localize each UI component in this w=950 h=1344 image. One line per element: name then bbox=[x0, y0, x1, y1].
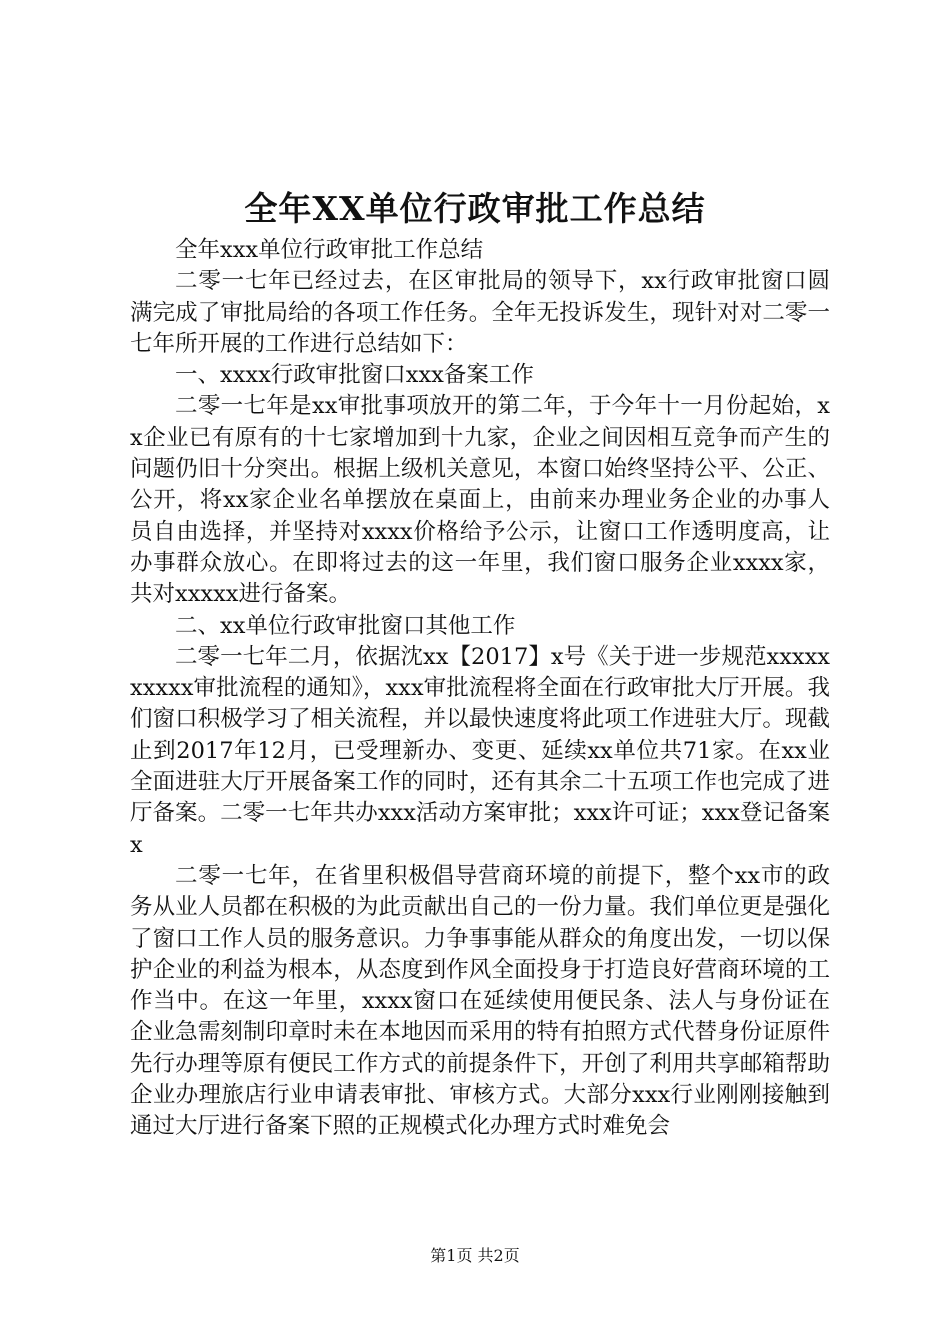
paragraph-section-1: 二零一七年是xx审批事项放开的第二年，于今年十一月份起始，xx企业已有原有的十七家增加到十九家，企业之间因相互竞争而产生的问题仍旧十分突出。根据上级机关意见，本窗口始终坚持公平、公正、公开，将xx家企业名单摆放在桌面上，由前来办理业务企业的办事人员自由选择，并坚持对xxxx价格给予公示，让窗口工作透明度高，让办事群众放心。在即将过去的这一年里，我们窗口服务企业xxxx家，共对xxxxx进行备案。 bbox=[130, 393, 830, 608]
document-title: 全年XX单位行政审批工作总结 bbox=[244, 189, 706, 228]
paragraph-section-2a: 二零一七年二月，依据沈xx【2017】x号《关于进一步规范xxxxxxxxxx审批流程的通知》，xxx审批流程将全面在行政审批大厅开展。我们窗口积极学习了相关流程，并以最快速度将此项工作进驻大厅。现截止到2017年12月，已受理新办、变更、延续xx单位共71家。在xx业全面进驻大厅开展备案工作的同时，还有其余二十五项工作也完成了进厅备案。二零一七年共办xxx活动方案审批；xxx许可证；xxx登记备案x bbox=[130, 643, 830, 858]
document-body bbox=[130, 235, 830, 1143]
section-heading-2: 二、xx单位行政审批窗口其他工作 bbox=[175, 612, 516, 639]
paragraph-subtitle: 全年xxx单位行政审批工作总结 bbox=[175, 237, 484, 263]
page-footer: 第1页 共2页 bbox=[430, 1246, 520, 1265]
paragraph-section-2b: 二零一七年，在省里积极倡导营商环境的前提下，整个xx市的政务从业人员都在积极的为此贡献出自己的一份力量。我们单位更是强化了窗口工作人员的服务意识。力争事事能从群众的角度出发，一切以保护企业的利益为根本，从态度到作风全面投身于打造良好营商环境的工作当中。在这一年里，xxxx窗口在延续使用便民条、法人与身份证在企业急需刻制印章时未在本地因而采用的特有拍照方式代替身份证原件先行办理等原有便民工作方式的前提条件下，开创了利用共享邮箱帮助企业办理旅店行业申请表审批、审核方式。大部分xxx行业刚刚接触到通过大厅进行备案下照的正规模式化办理方式时难免会 bbox=[130, 862, 830, 1140]
section-heading-1: 一、xxxx行政审批窗口xxx备案工作 bbox=[175, 362, 534, 389]
paragraph-intro: 二零一七年已经过去，在区审批局的领导下，xx行政审批窗口圆满完成了审批局给的各项工作任务。全年无投诉发生，现针对对二零一七年所开展的工作进行总结如下： bbox=[130, 268, 830, 357]
